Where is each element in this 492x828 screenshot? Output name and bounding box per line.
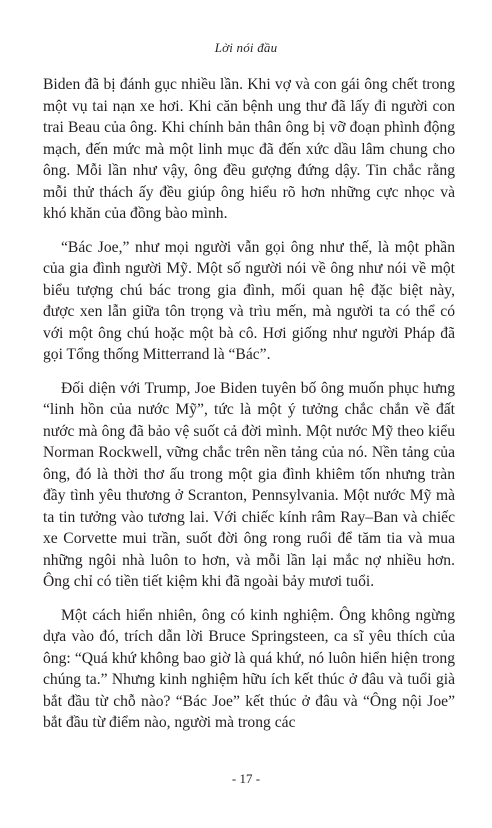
paragraph-4: Một cách hiển nhiên, ông có kinh nghiệm. Ông không ngừng dựa vào đó, trích dẫn lời Bruce Springsteen, ca sĩ yêu thích của ông: “Quá khứ không bao giờ là quá khứ, nó luôn hiển hiện trong chúng ta.” Nhưng kinh nghiệm hữu ích kết thúc ở đâu và tuổi già bắt đầu từ chỗ nào? “Bác Joe” kết thúc ở đâu và “Ông nội Joe” bắt đầu từ điểm nào, người mà trong các [43,606,455,731]
paragraph-1: Biden đã bị đánh gục nhiều lần. Khi vợ và con gái ông chết trong một vụ tai nạn xe hơi. Khi căn bệnh ung thư đã lấy đi người con trai Beau của ông. Khi chính bản thân ông bị vỡ đoạn phình động mạch, đến mức mà một linh mục đã đến xức dầu lâm chung cho ông. Mỗi lần như vậy, ông đều gượng đứng dậy. Tin chắc rằng mỗi thử thách ấy đều giúp ông hiểu rõ hơn những cực nhọc và khó khăn của đồng bào mình. [43,76,455,222]
page-number: - 17 - [231,771,261,786]
paragraph-2: “Bác Joe,” như mọi người vẫn gọi ông như thế, là một phần của gia đình người Mỹ. Một số người nói về ông như nói về một biểu tượng chú bác trong gia đình, mối quan hệ đặc biệt này, được xen lẫn giữa tôn trọng và trìu mến, mà người ta có thể có với một ông chú hoặc một bà cô. Hơi giống như người Pháp đã gọi Tổng thống Mitterrand là “Bác”. [43,238,455,363]
body-text [43,74,455,746]
paragraph-3: Đối diện với Trump, Joe Biden tuyên bố ông muốn phục hưng “linh hồn của nước Mỹ”, tức là một ý tưởng chắc chắn về đất nước mà ông đã bảo vệ suốt cả đời mình. Một nước Mỹ theo kiểu Norman Rockwell, vững chắc trên nền tảng của nó. Nền tảng của ông, đó là thời thơ ấu trong một gia đình khiêm tốn nhưng tràn đầy tình yêu thương ở Scranton, Pennsylvania. Một nước Mỹ mà ta tin tưởng vào tương lai. Với chiếc kính râm Ray–Ban và chiếc xe Corvette mui trần, suốt đời ông rong ruổi để tăm tia và mua những ngôi nhà luôn to hơn, và mỗi lần lại mắc nợ nhiều hơn. Ông chỉ có tiền tiết kiệm khi đã ngoài bảy mươi tuổi. [43,379,455,590]
running-header: Lời nói đầu [214,40,278,55]
